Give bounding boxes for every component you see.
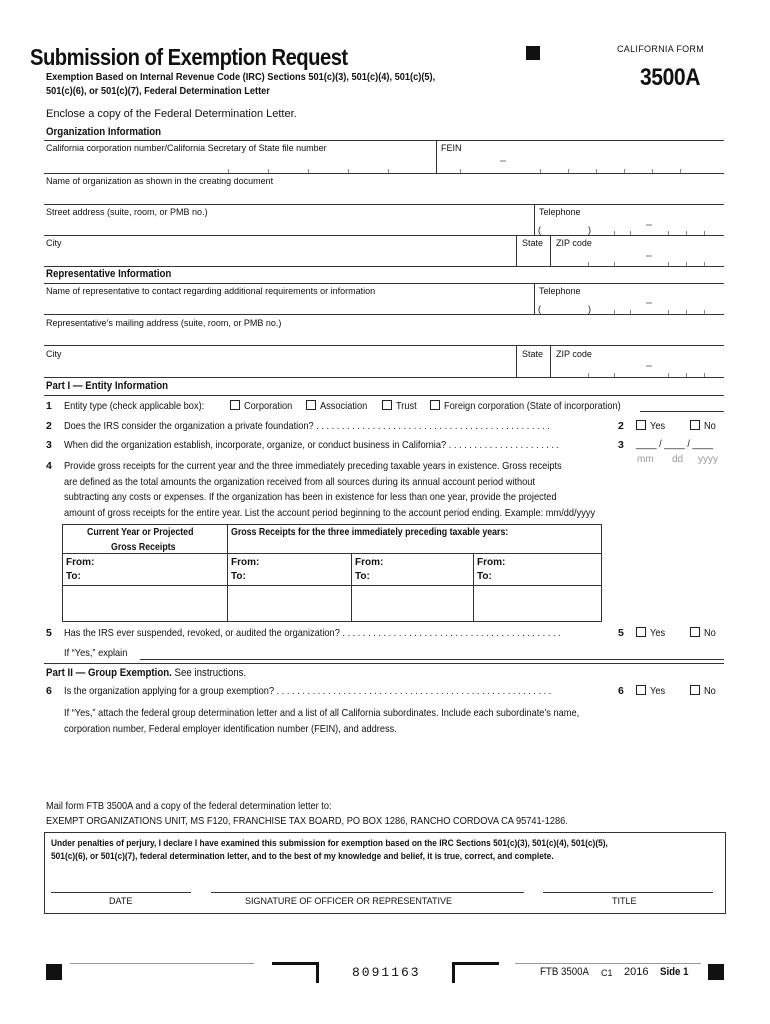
footer-year: 2016: [624, 966, 649, 978]
q5-explain-field[interactable]: [140, 645, 724, 660]
q6-number: 6: [46, 685, 52, 697]
title-label: TITLE: [612, 896, 637, 906]
phone-paren-open: (: [538, 225, 541, 235]
prior1-to-label: To:: [231, 571, 246, 582]
perjury-declaration-box: [44, 832, 726, 914]
q5-line-number: 5: [618, 627, 624, 639]
col2-heading: Gross Receipts for the three immediately preceding taxable years:: [231, 527, 509, 538]
q5-text: Has the IRS ever suspended, revoked, or audited the organization? . . . . . . . . . . . . . . . . . . . . . . . . . . . . . . . . . . . . . . . . . . .: [64, 627, 561, 639]
q1-foreign-corp-option[interactable]: Foreign corporation (State of incorporation): [430, 400, 645, 412]
title-field[interactable]: [543, 877, 713, 892]
q2-number: 2: [46, 420, 52, 432]
q6-no-option[interactable]: No: [690, 685, 717, 697]
registration-mark: [526, 46, 540, 60]
q2-line-number: 2: [618, 420, 624, 432]
footer-mark-right: [708, 964, 724, 980]
rep-telephone-field[interactable]: [544, 297, 722, 314]
q5-yes-checkbox[interactable]: [636, 627, 646, 637]
prior1-from-label: From:: [231, 557, 260, 568]
corp-number-field[interactable]: [44, 155, 434, 173]
street-label: Street address (suite, room, or PMB no.): [46, 207, 208, 217]
q5-explain-label: If “Yes,” explain: [64, 647, 128, 659]
prior2-receipts-field[interactable]: [353, 587, 471, 619]
scan-bracket-right: [272, 962, 319, 983]
rep-city-field[interactable]: [44, 360, 514, 377]
gross-receipts-table: [62, 524, 602, 622]
rep-state-field[interactable]: [518, 360, 548, 377]
q4-text: Provide gross receipts for the current year and the three immediately preceding taxable years in existence. Gross receipts are defined as the total amounts the organization received from all sources during its annual account period without subtracting any costs or expenses. If the organization has been in existence for less than one year, provide the projected amount of gross receipts for the entire year. List the account period beginning to the account period ending. Example: mm/dd/yyyy: [64, 460, 596, 519]
q2-text: Does the IRS consider the organization a private foundation? . . . . . . . . . . . . . . . . . . . . . . . . . . . . . . . . . . . . . . . . . . . . . .: [64, 420, 550, 432]
q1-number: 1: [46, 400, 52, 412]
corporation-checkbox[interactable]: [230, 400, 240, 410]
form-label: CALIFORNIA FORM: [617, 44, 705, 54]
form-number: 3500A: [640, 64, 701, 91]
footer-form-name: FTB 3500A: [540, 966, 589, 978]
org-name-field[interactable]: [44, 187, 722, 204]
part2-heading: Part II — Group Exemption. See instructions.: [46, 667, 247, 679]
q2-yes-option[interactable]: Yes: [636, 420, 667, 432]
state-label: State: [522, 238, 544, 248]
state-field[interactable]: [518, 249, 548, 266]
fein-label: FEIN: [441, 143, 462, 153]
date-field[interactable]: [51, 877, 191, 892]
q3-yyyy-label: yyyy: [698, 454, 718, 465]
q1-corporation-option[interactable]: Corporation: [230, 400, 299, 412]
current-from-label: From:: [66, 557, 95, 568]
q6-yes-option[interactable]: Yes: [636, 685, 667, 697]
q4-number: 4: [46, 460, 52, 472]
prior3-from-label: From:: [477, 557, 506, 568]
date-label: DATE: [109, 896, 133, 906]
signature-field[interactable]: [211, 877, 524, 892]
q6-text: Is the organization applying for a group exemption? . . . . . . . . . . . . . . . . . . . . . . . . . . . . . . . . . . . . . . . . . . . . . . . . . . . . . .: [64, 685, 552, 697]
footer-side: Side 1: [660, 966, 689, 978]
form-title: Submission of Exemption Request: [30, 44, 348, 70]
rep-telephone-label: Telephone: [539, 286, 581, 296]
q1-association-option[interactable]: Association: [306, 400, 374, 412]
rep-city-label: City: [46, 349, 62, 359]
q5-no-checkbox[interactable]: [690, 627, 700, 637]
col1-heading-1: Current Year or Projected: [87, 527, 194, 538]
street-field[interactable]: [44, 218, 532, 235]
q5-yes-option[interactable]: Yes: [636, 627, 667, 639]
scan-bracket-left: [452, 962, 499, 983]
foreign-corp-checkbox[interactable]: [430, 400, 440, 410]
rep-info-heading: Representative Information: [46, 268, 172, 280]
prior2-to-label: To:: [355, 571, 370, 582]
footer-revision: C1: [601, 968, 613, 978]
rep-name-field[interactable]: [44, 297, 532, 314]
rep-state-label: State: [522, 349, 544, 359]
q5-number: 5: [46, 627, 52, 639]
current-receipts-field[interactable]: [65, 587, 225, 619]
org-info-heading: Organization Information: [46, 126, 162, 138]
rep-phone-paren-close: ): [588, 304, 591, 314]
footer-mark-left: [46, 964, 62, 980]
city-field[interactable]: [44, 249, 514, 266]
association-checkbox[interactable]: [306, 400, 316, 410]
form-barcode-number: 8091163: [352, 965, 421, 980]
signature-label: SIGNATURE OF OFFICER OR REPRESENTATIVE: [245, 896, 453, 906]
q3-mm-label: mm: [637, 454, 654, 465]
telephone-label: Telephone: [539, 207, 581, 217]
prior2-from-label: From:: [355, 557, 384, 568]
q3-date-field[interactable]: ____ / ____ / ____: [636, 438, 714, 450]
city-label: City: [46, 238, 62, 248]
prior3-to-label: To:: [477, 571, 492, 582]
q2-no-option[interactable]: No: [690, 420, 717, 432]
q3-text: When did the organization establish, incorporate, organize, or conduct business in California? . . . . . . . . . . . . . . . . . . . . . .: [64, 439, 560, 451]
prior1-receipts-field[interactable]: [229, 587, 349, 619]
prior3-receipts-field[interactable]: [475, 587, 599, 619]
q2-no-checkbox[interactable]: [690, 420, 700, 430]
zip-label: ZIP code: [556, 238, 592, 248]
rep-zip-label: ZIP code: [556, 349, 592, 359]
corp-number-label: California corporation number/California Secretary of State file number: [46, 143, 327, 153]
rep-name-label: Name of representative to contact regarding additional requirements or information: [46, 286, 376, 296]
telephone-field[interactable]: [544, 218, 722, 235]
q6-note: If “Yes,” attach the federal group determination letter and a list of all California subordinates. Include each subordinate’s name, corporation number, Federal employer identification number (FEIN), and address.: [64, 707, 580, 735]
part1-heading: Part I — Entity Information: [46, 380, 169, 392]
q3-number: 3: [46, 439, 52, 451]
rep-zip-field[interactable]: [552, 360, 722, 377]
q2-yes-checkbox[interactable]: [636, 420, 646, 430]
q1-text: Entity type (check applicable box):: [64, 400, 205, 412]
org-name-label: Name of organization as shown in the creating document: [46, 176, 274, 186]
phone-paren-close: ): [588, 225, 591, 235]
perjury-text: Under penalties of perjury, I declare I have examined this submission for exemption based on the IRC Sections 501(c)(3), 501(c)(4), 501(c)(5), 501(c)(6), or 501(c)(7), federal determination letter, and to the best of my knowledge and belief, it is true, correct, and complete.: [51, 838, 608, 862]
col1-heading-2: Gross Receipts: [111, 542, 176, 553]
rep-phone-paren-open: (: [538, 304, 541, 314]
trust-checkbox[interactable]: [382, 400, 392, 410]
q3-line-number: 3: [618, 439, 624, 451]
q6-no-checkbox[interactable]: [690, 685, 700, 695]
current-to-label: To:: [66, 571, 81, 582]
rep-mailing-field[interactable]: [44, 329, 722, 345]
mail-instructions: Mail form FTB 3500A and a copy of the federal determination letter to: EXEMPT ORGANIZATIONS UNIT, MS F120, FRANCHISE TAX BOARD, PO BOX 1286, RANCHO CORDOVA CA 95741-1286.: [46, 800, 568, 827]
q6-line-number: 6: [618, 685, 624, 697]
enclose-instruction: Enclose a copy of the Federal Determination Letter.: [46, 108, 297, 120]
q6-yes-checkbox[interactable]: [636, 685, 646, 695]
q1-trust-option[interactable]: Trust: [382, 400, 420, 412]
q5-no-option[interactable]: No: [690, 627, 717, 639]
q3-dd-label: dd: [672, 454, 684, 465]
zip-field[interactable]: [552, 249, 722, 266]
form-subtitle: Exemption Based on Internal Revenue Code (IRC) Sections 501(c)(3), 501(c)(4), 501(c)(5), 501(c)(6), or 501(c)(7), Federal Determination Letter: [46, 71, 436, 97]
rep-mailing-label: Representative’s mailing address (suite, room, or PMB no.): [46, 318, 282, 328]
